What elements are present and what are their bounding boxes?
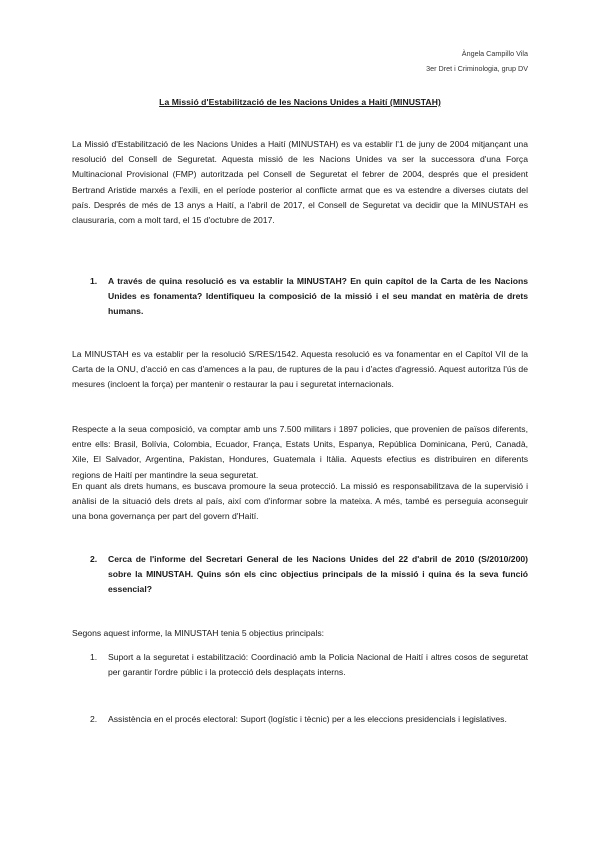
document-title: La Missió d'Estabilització de les Nacions Unides a Haití (MINUSTAH) <box>159 97 441 107</box>
answer-1-paragraph-2: Respecte a la seua composició, va comptar amb uns 7.500 militars i 1897 policies, que provenien de països diferents, entre ells: Brasil, Bolívia, Colombia, Ecuador, França, Estats Units, Espanya, República Dominicana, Perú, Canadà, Xile, El Salvador, Argentina, Pakistan, Hondures, Guatemala i Itàlia. Aquests efectius es distribuiren en diferents regions de Haití per mantindre la seua seguretat. <box>72 424 528 480</box>
objective-text: Assistència en el procés electoral: Suport (logístic i tècnic) per a les eleccions presidencials i legislatives. <box>108 714 507 724</box>
objective-number: 2. <box>90 714 98 724</box>
author-name: Àngela Campillo Vila <box>461 49 528 58</box>
answer-1-paragraph-3: En quant als drets humans, es buscava promoure la seua protecció. La missió es responsabilitzava de la supervisió i anàlisi de la situació dels drets al país, així com d'informar sobre la mateixa. A més, també es perseguia aconseguir una bona governança per part del govern d'Haití. <box>72 481 528 522</box>
question-2-number: 2. <box>90 554 98 564</box>
objective-item <box>90 650 528 680</box>
objective-item <box>90 712 528 727</box>
objective-text: Suport a la seguretat i estabilització: Coordinació amb la Policia Nacional de Haití i altres cosos de seguretat per garantir l'ordre públic i la protecció dels desplaçats interns. <box>108 652 528 678</box>
question-1-number: 1. <box>90 276 98 286</box>
question-2 <box>90 552 528 598</box>
answer-2-intro: Segons aquest informe, la MINUSTAH tenia 5 objectius principals: <box>72 628 325 638</box>
page-header <box>426 46 528 76</box>
question-1-text: A través de quina resolució es va establir la MINUSTAH? En quin capítol de la Carta de les Nacions Unides es fonamenta? Identifiqueu la composició de la missió i el seu mandat en matèria de drets humans. <box>108 276 528 317</box>
question-2-text: Cerca de l'informe del Secretari General de les Nacions Unides del 22 d'abril de 2010 (S/2010/200) sobre la MINUSTAH. Quins són els cinc objectius principals de la missió i quina és la seva funció essencial? <box>108 554 528 595</box>
answer-1-paragraph-1: La MINUSTAH es va establir per la resolució S/RES/1542. Aquesta resolució es va fonamentar en el Capítol VII de la Carta de la ONU, d'acció en cas d'amences a la pau, de ruptures de la pau i d'actes d'agressió. Aquest autoritza l'ús de mesures (incloent la força) per mantenir o restaurar la pau i seguretat internacionals. <box>72 349 528 390</box>
intro-paragraph: La Missió d'Estabilització de les Nacions Unides a Haití (MINUSTAH) es va establir l'1 de juny de 2004 mitjançant una resolució del Consell de Seguretat. Aquesta missió de les Nacions Unides va ser la successora d'una Força Multinacional Provisional (FMP) autoritzada pel Consell de Seguretat el febrer de 2004, després que el president Bertrand Aristide marxés a l'exili, en el període posterior al conflicte armat que es va estendre a diverses ciutats del país. Després de més de 13 anys a Haití, a l'abril de 2017, el Consell de Seguretat va decidir que la MINUSTAH es clausuraria, com a molt tard, el 15 d'octubre de 2017. <box>72 139 528 226</box>
course-info: 3er Dret i Criminologia, grup DV <box>426 64 528 73</box>
question-1 <box>90 274 528 320</box>
objective-number: 1. <box>90 652 98 662</box>
